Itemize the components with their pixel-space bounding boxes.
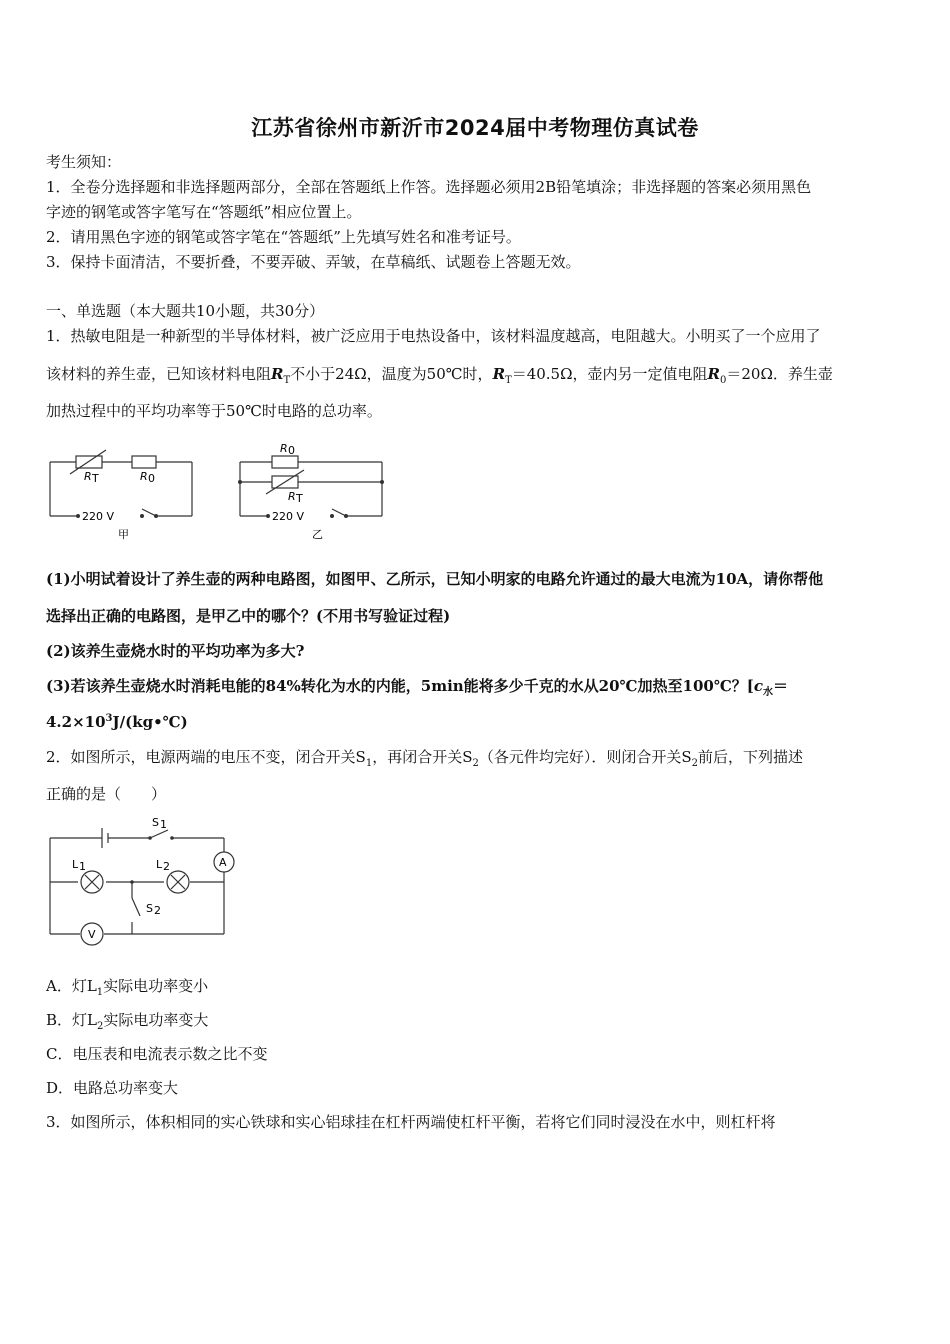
r0-subscript: 0 bbox=[720, 375, 727, 386]
rt-symbol-2: R bbox=[492, 365, 506, 383]
label-r0-b: R bbox=[280, 442, 288, 455]
q1-line-2 bbox=[46, 364, 908, 384]
q2-text-d: 前后，下列描述 bbox=[698, 748, 804, 766]
label-r0-a: R bbox=[140, 470, 148, 483]
label-rt-a-sub: T bbox=[92, 472, 99, 485]
q1-sub3-line-1 bbox=[46, 676, 908, 696]
q1-line-3: 加热过程中的平均功率等于50℃时电路的总功率。 bbox=[46, 402, 382, 420]
circuit-figure-b bbox=[236, 438, 396, 546]
q1-sub3-line-2 bbox=[46, 712, 908, 732]
c-subscript: 水 bbox=[763, 687, 774, 698]
q1-sub1-line-1: (1)小明试着设计了养生壶的两种电路图，如图甲、乙所示，已知小明家的电路允许通过的最大电流为10A，请你帮他 bbox=[46, 570, 824, 588]
q2-text-a: 2．如图所示，电源两端的电压不变，闭合开关S bbox=[46, 748, 366, 766]
label-r0-a-sub: 0 bbox=[148, 472, 155, 485]
c-symbol: c bbox=[753, 677, 764, 695]
page-title: 江苏省徐州市新沂市2024届中考物理仿真试卷 bbox=[251, 116, 699, 140]
q2-line-2: 正确的是（ ） bbox=[46, 785, 167, 803]
caption-b: 乙 bbox=[312, 528, 323, 541]
ammeter-label: A bbox=[219, 856, 227, 869]
voltage-label-a: 220 V bbox=[82, 510, 115, 523]
label-rt-a: R bbox=[84, 470, 92, 483]
q2-line-1 bbox=[46, 747, 908, 767]
specific-heat-unit: J/(kg•℃) bbox=[112, 713, 188, 731]
notice-heading: 考生须知： bbox=[46, 153, 122, 171]
label-s2-sub: 2 bbox=[154, 904, 161, 917]
q1-line-1: 1．热敏电阻是一种新型的半导体材料，被广泛应用于电热设备中，该材料温度越高，电阻越大。小明买了一个应用了 bbox=[46, 327, 821, 345]
r0-symbol: R bbox=[707, 365, 721, 383]
option-b-text-2: 实际电功率变大 bbox=[103, 1011, 209, 1029]
label-s2: S bbox=[146, 902, 153, 915]
label-s1: S bbox=[152, 816, 159, 829]
q2-option-b bbox=[46, 1010, 908, 1030]
q2-sub-a: 1 bbox=[365, 758, 373, 769]
q1-text-a: 该材料的养生壶，已知该材料电阻 bbox=[46, 365, 272, 383]
q1-sub2: (2)该养生壶烧水时的平均功率为多大? bbox=[46, 642, 305, 660]
specific-heat-value: 4.2×10 bbox=[46, 713, 106, 731]
section-heading: 一、单选题（本大题共10小题，共30分） bbox=[46, 302, 325, 320]
notice-item-2: 2．请用黑色字迹的钢笔或答字笔在“答题纸”上先填写姓名和准考证号。 bbox=[46, 228, 521, 246]
q2-option-c: C．电压表和电流表示数之比不变 bbox=[46, 1045, 268, 1063]
label-r0-b-sub: 0 bbox=[288, 444, 295, 457]
label-rt-b-sub: T bbox=[296, 492, 303, 505]
voltage-label-b: 220 V bbox=[272, 510, 305, 523]
label-rt-b: R bbox=[288, 490, 296, 503]
option-a-text-2: 实际电功率变小 bbox=[103, 977, 209, 995]
label-l1: L bbox=[72, 858, 79, 871]
q2-option-a bbox=[46, 976, 908, 996]
notice-item-1: 1．全卷分选择题和非选择题两部分，全部在答题纸上作答。选择题必须用2B铅笔填涂；非选择题的答案必须用黑色 bbox=[46, 178, 812, 196]
terminal-dot bbox=[76, 514, 80, 518]
label-l2-sub: 2 bbox=[163, 860, 170, 873]
q1-text-d: ＝20Ω．养生壶 bbox=[726, 365, 833, 383]
circuit-figure-a bbox=[46, 446, 206, 546]
option-b-sub: 2 bbox=[96, 1021, 104, 1032]
q1-text-c: ＝40.5Ω，壶内另一定值电阻 bbox=[511, 365, 708, 383]
circuit-figure-q2 bbox=[44, 814, 244, 950]
q2-text-c: （各元件均完好）．则闭合开关S bbox=[478, 748, 692, 766]
q1-sub3-text: (3)若该养生壶烧水时消耗电能的84%转化为水的内能，5min能将多少千克的水从20℃加热至100℃？[ bbox=[46, 677, 754, 695]
specific-heat-exponent: 3 bbox=[105, 713, 113, 724]
q3-line-1: 3．如图所示，体积相同的实心铁球和实心铝球挂在杠杆两端使杠杆平衡，若将它们同时浸没在水中，则杠杆将 bbox=[46, 1113, 776, 1131]
q1-sub3-eq: ＝ bbox=[773, 677, 789, 695]
label-s1-sub: 1 bbox=[160, 818, 167, 831]
rt-subscript: T bbox=[283, 375, 291, 386]
q2-text-b: ，再闭合开关S bbox=[372, 748, 473, 766]
q2-sub-b: 2 bbox=[472, 758, 479, 769]
rt-subscript-2: T bbox=[505, 375, 512, 386]
q1-sub1-line-2: 选择出正确的电路图，是甲乙中的哪个？(不用书写验证过程) bbox=[46, 607, 451, 625]
voltmeter-label: V bbox=[88, 928, 96, 941]
notice-item-3: 3．保持卡面清洁，不要折叠，不要弄破、弄皱，在草稿纸、试题卷上答题无效。 bbox=[46, 253, 581, 271]
rt-symbol: R bbox=[271, 365, 284, 383]
q1-text-b: 不小于24Ω，温度为50℃时， bbox=[290, 365, 493, 383]
label-l1-sub: 1 bbox=[79, 860, 86, 873]
label-l2: L bbox=[156, 858, 163, 871]
caption-a: 甲 bbox=[118, 528, 129, 541]
option-b-text: B．灯L bbox=[46, 1011, 97, 1029]
q2-sub-c: 2 bbox=[691, 758, 699, 769]
notice-item-1-cont: 字迹的钢笔或答字笔写在“答题纸”相应位置上。 bbox=[46, 203, 362, 221]
option-a-text: A．灯L bbox=[46, 977, 97, 995]
q2-option-d: D．电路总功率变大 bbox=[46, 1079, 179, 1097]
option-a-sub: 1 bbox=[96, 987, 104, 998]
